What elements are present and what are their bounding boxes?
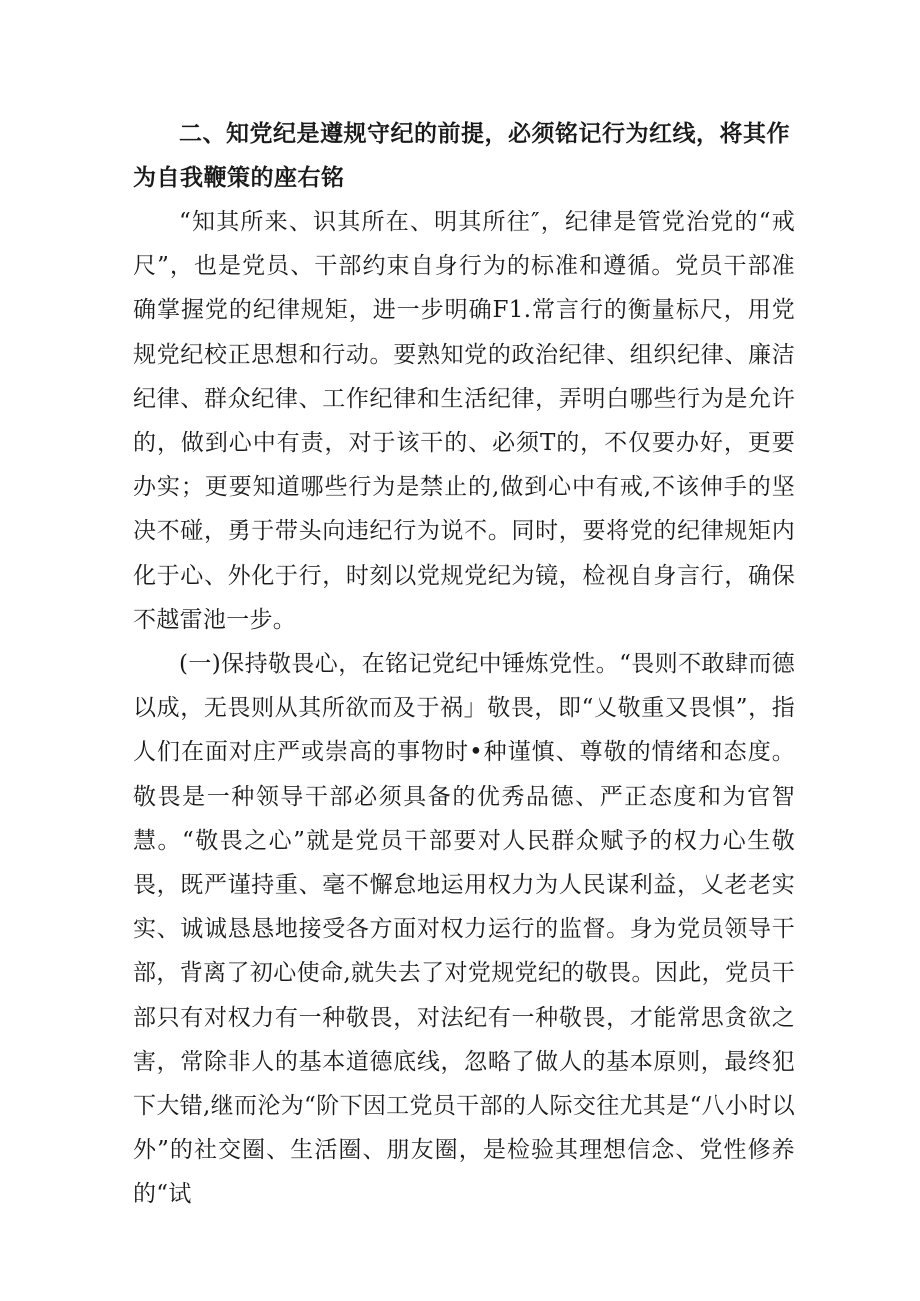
body-paragraph: (一)保持敬畏心，在铭记党纪中锤炼党性。“畏则不敢肆而德以成，无畏则从其所欲而及于祸」敬畏，即“乂敬重又畏惧”，指人们在面对庄严或崇高的事物时•种谨慎、尊敬的情绪和态度。敬畏是一种领导干部必须具备的优秀品德、严正态度和为官智慧。“敬畏之心”就是党员干部要对人民群众赋予的权力心生敬畏，既严谨持重、毫不懈怠地运用权力为人民谋利益，乂老老实实、诚诚恳恳地接受各方面对权力运行的监督。身为党员领导干部，背离了初心使命,就失去了对党规党纪的敬畏。因此，党员干部只有对权力有一种敬畏，对法纪有一种敬畏，才能常思贪欲之害，常除非人的基本道德底线，忽略了做人的基本原则，最终犯下大错,继而沦为“阶下因工党员干部的人际交往尤其是“八小时以外”的社交圈、生活圈、朋友圈，是检验其理想信念、党性修养的“试 [133, 651, 795, 1208]
document-body [133, 112, 795, 1217]
section-heading: 二、知党纪是遵规守纪的前提，必须铭记行为红线，将其作为自我鞭策的座右铭 [133, 121, 790, 191]
body-paragraph: “知其所来、识其所在、明其所往″，纪律是管党治党的“戒尺”，也是党员、干部约束自身行为的标准和遵循。党员干部准确掌握党的纪律规矩，进一步明确F1.常言行的衡量标尺，用党规党纪校正思想和行动。要熟知党的政治纪律、组织纪律、廉洁纪律、群众纪律、工作纪律和生活纪律，弄明白哪些行为是允许的，做到心中有责，对于该干的、必须T的，不仅要办好，更要办实；更要知道哪些行为是禁止的,做到心中有戒,不该伸手的坚决不碰，勇于带头向违纪行为说不。同时，要将党的纪律规矩内化于心、外化于行，时刻以党规党纪为镜，检视自身言行，确保不越雷池一步。 [133, 209, 795, 633]
